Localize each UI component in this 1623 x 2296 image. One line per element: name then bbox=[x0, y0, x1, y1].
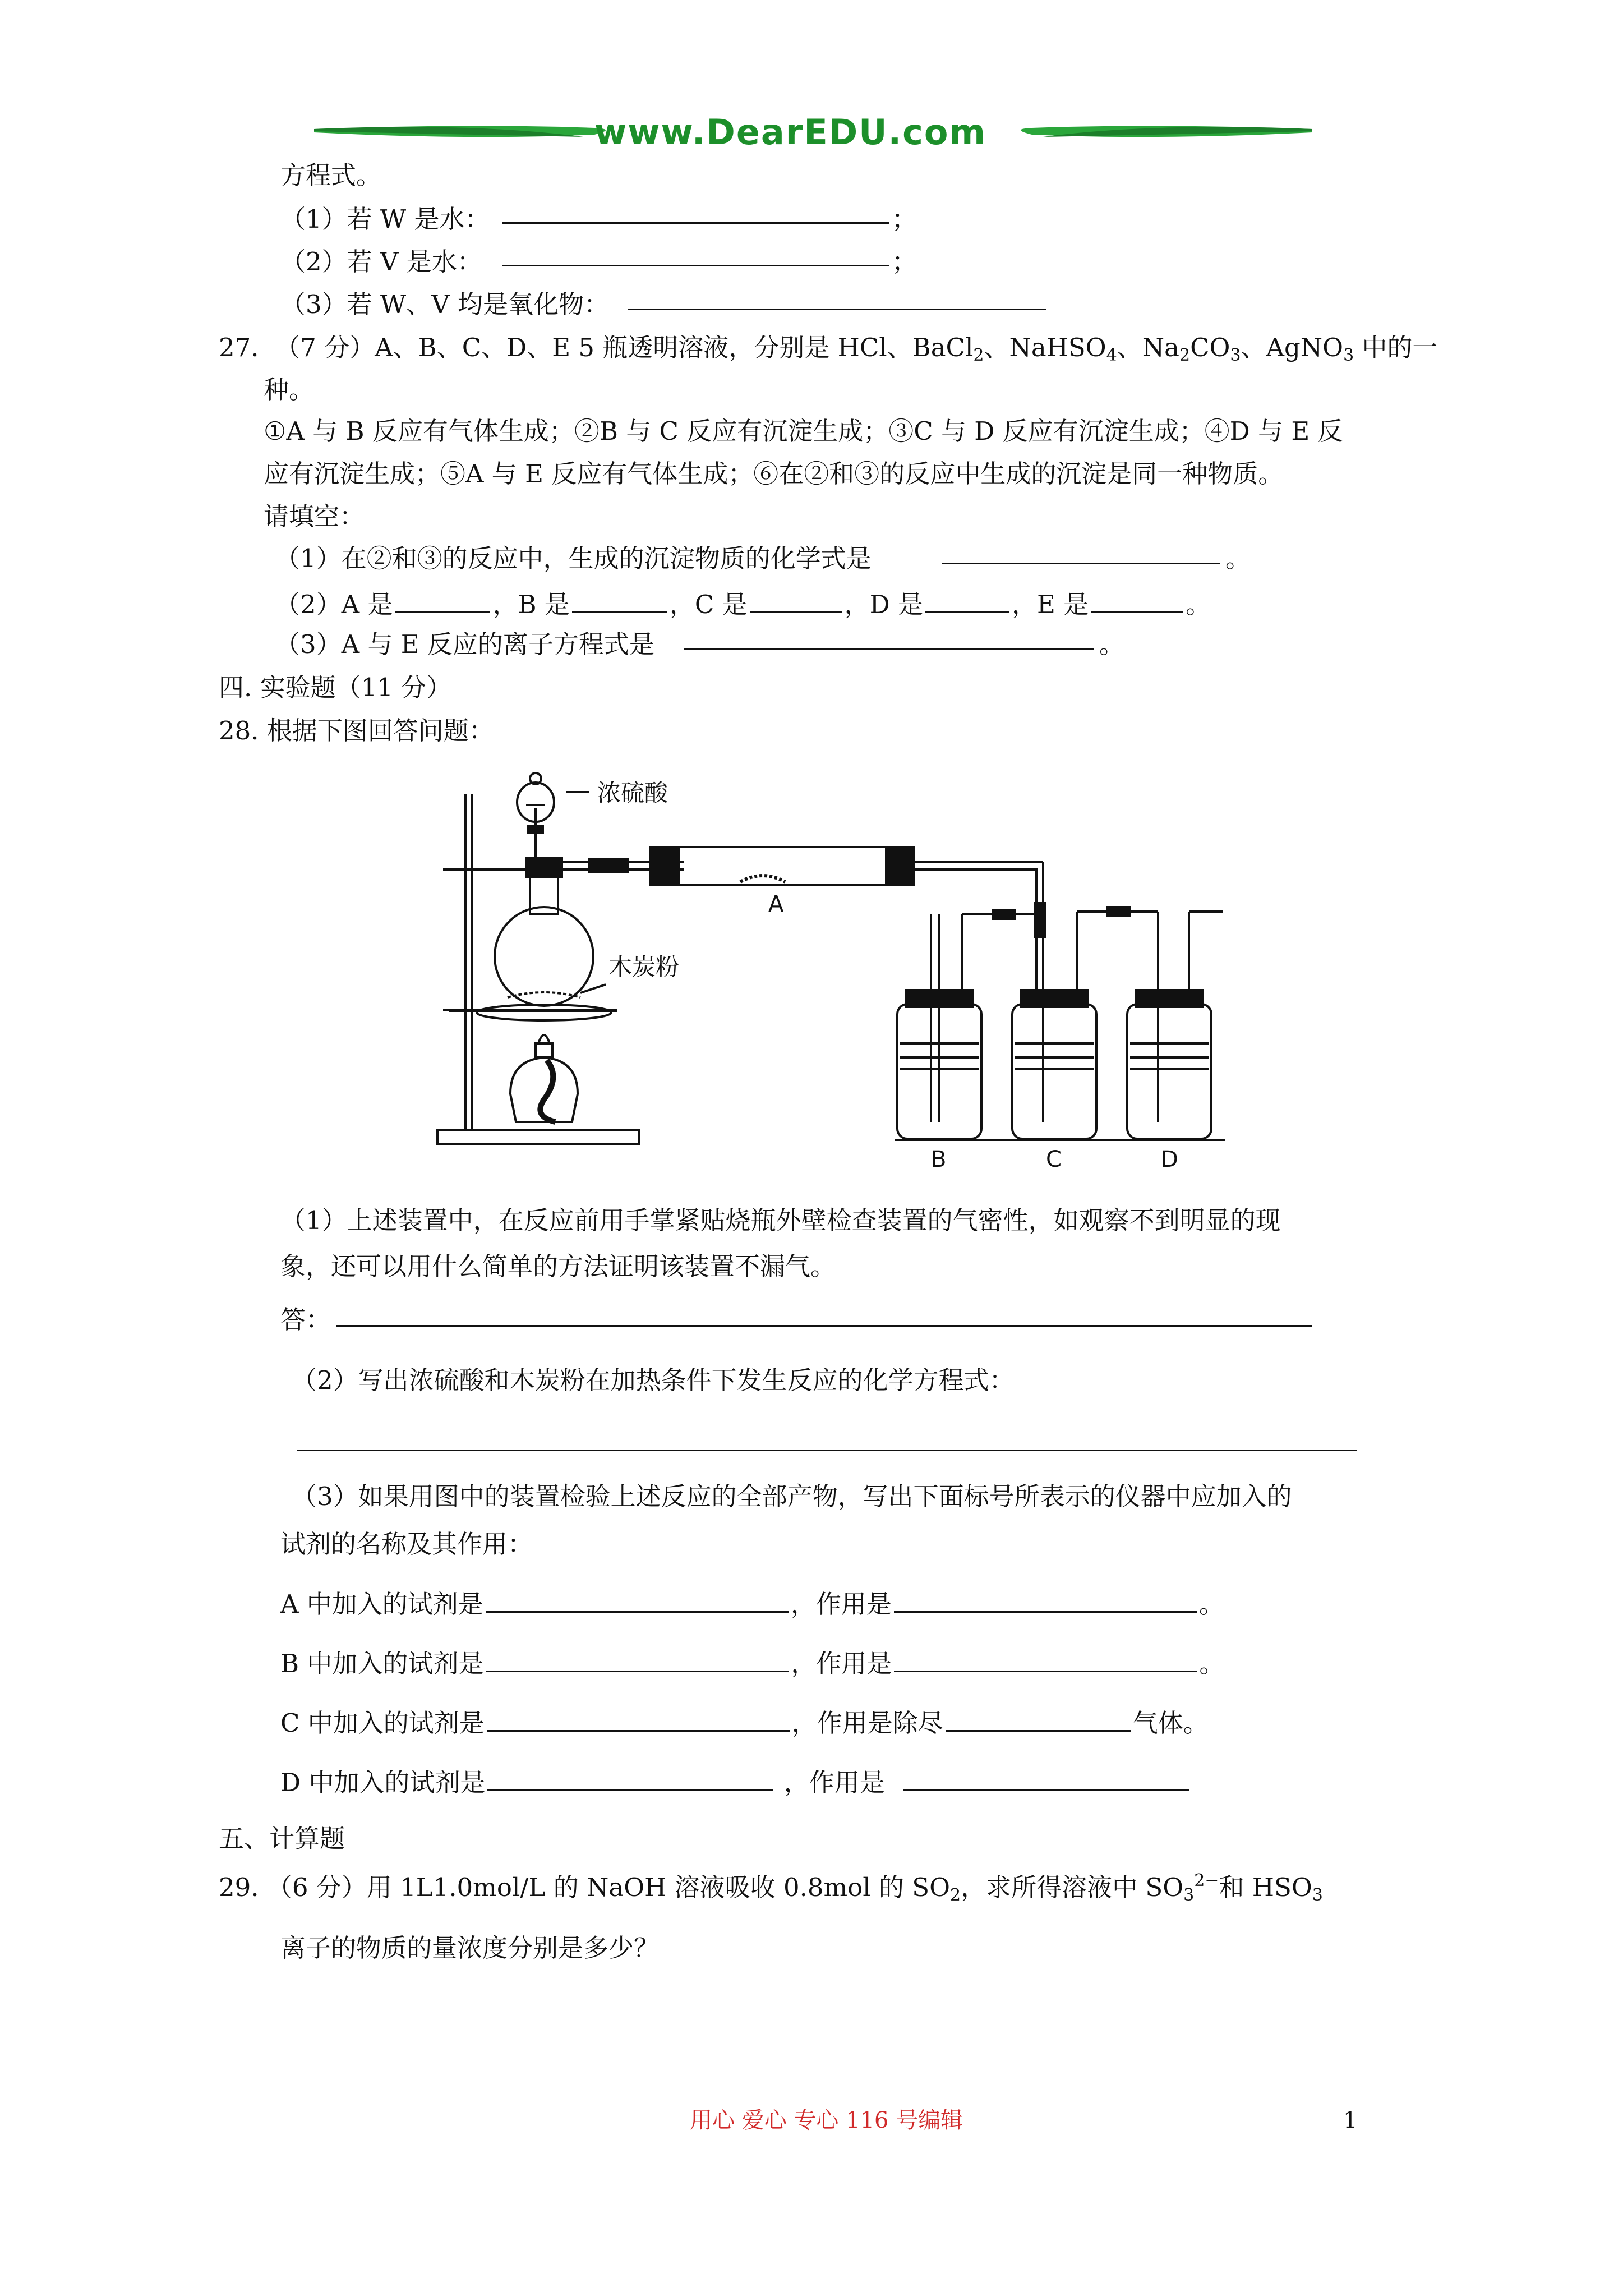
q29-line-1: 29. （6 分）用 1L1.0mol/L 的 NaOH 溶液吸收 0.8mol 的 $SO_2$，求所得溶液中 $SO_3^{2-}$和 $HSO_3$ bbox=[219, 1871, 1323, 1905]
q28-title: 28. 根据下图回答问题： bbox=[219, 716, 494, 746]
page-number: 1 bbox=[1343, 2108, 1358, 2133]
label-a: A bbox=[768, 891, 784, 917]
answer-line bbox=[628, 309, 1046, 310]
label-d: D bbox=[1161, 1147, 1178, 1172]
answer-line bbox=[502, 265, 889, 266]
q28-part-1a: （1）上述装置中，在反应前用手掌紧贴烧瓶外壁检查装置的气密性，如观察不到明显的现 bbox=[280, 1205, 1281, 1235]
q27-part-3: （3）A 与 E 反应的离子方程式是 bbox=[275, 629, 654, 659]
section-5-heading: 五、计算题 bbox=[219, 1824, 345, 1853]
q26-lead: 方程式。 bbox=[280, 160, 382, 190]
q28-row-c: C 中加入的试剂是 ，作用是除尽 气体。 bbox=[280, 1708, 1209, 1738]
bottle-d bbox=[1127, 912, 1223, 1139]
q27-part-2: （2）A 是 ，B 是 ，C 是 ，D 是 ，E 是 。 bbox=[275, 590, 1211, 619]
q28-row-d: D 中加入的试剂是 ，作用是 bbox=[280, 1767, 1191, 1795]
label-charcoal: 木炭粉 bbox=[608, 953, 680, 981]
q27-intro: 27. （7 分）A、B、C、D、E 5 瓶透明溶液，分别是 HCl、BaCl$_2$、NaHSO$_4$、$Na_2CO_3$、AgNO$_3$ 中的一 bbox=[219, 333, 1438, 365]
q28-part-3a: （3）如果用图中的装置检验上述反应的全部产物，写出下面标号所表示的仪器中应加入的 bbox=[292, 1481, 1292, 1511]
q27-line2: 种。 bbox=[264, 375, 315, 404]
label-b: B bbox=[931, 1147, 947, 1172]
punct: 。 bbox=[1225, 544, 1251, 573]
apparatus-figure bbox=[426, 763, 1408, 1178]
footer-note: 用心 爱心 专心 116 号编辑 bbox=[690, 2108, 963, 2133]
q28-row-a: A 中加入的试剂是 ，作用是 。 bbox=[280, 1589, 1224, 1619]
q27-fill: 请填空： bbox=[264, 501, 365, 531]
answer-line bbox=[942, 563, 1220, 564]
apparatus-diagram bbox=[426, 763, 1408, 1178]
q28-part-1b: 象，还可以用什么简单的方法证明该装置不漏气。 bbox=[280, 1251, 836, 1281]
site-logo-text: www.DearEDU.com bbox=[594, 112, 987, 153]
punct: ； bbox=[892, 247, 917, 277]
punct: ； bbox=[892, 204, 917, 234]
q28-row-b: B 中加入的试剂是 ，作用是 。 bbox=[280, 1649, 1225, 1678]
section-4-heading: 四. 实验题（11 分） bbox=[219, 673, 452, 702]
q26-item-2: （2）若 V 是水： bbox=[280, 247, 482, 277]
q27-cond-2: 应有沉淀生成；⑤A 与 E 反应有气体生成；⑥在②和③的反应中生成的沉淀是同一种物质。 bbox=[264, 459, 1284, 489]
q29-line-2: 离子的物质的量浓度分别是多少？ bbox=[280, 1933, 660, 1963]
q26-item-1: （1）若 W 是水： bbox=[280, 204, 490, 234]
bottle-c bbox=[1012, 912, 1096, 1139]
q28-part-3b: 试剂的名称及其作用： bbox=[280, 1529, 533, 1559]
q27-part-1: （1）在②和③的反应中，生成的沉淀物质的化学式是 bbox=[275, 544, 872, 573]
q26-item-3: （3）若 W、V 均是氧化物： bbox=[280, 289, 609, 319]
punct: 。 bbox=[1099, 629, 1125, 659]
label-acid: 浓硫酸 bbox=[597, 779, 668, 807]
label-c: C bbox=[1046, 1147, 1062, 1172]
q27-cond-1: ①A 与 B 反应有气体生成；②B 与 C 反应有沉淀生成；③C 与 D 反应有沉淀生成；④D 与 E 反 bbox=[264, 416, 1343, 446]
answer-line bbox=[502, 222, 889, 224]
answer-line bbox=[684, 648, 1094, 650]
q28-part-2: （2）写出浓硫酸和木炭粉在加热条件下发生反应的化学方程式： bbox=[292, 1365, 1015, 1395]
bottle-b bbox=[897, 914, 981, 1139]
q28-answer-label: 答： bbox=[280, 1305, 331, 1335]
answer-line bbox=[297, 1450, 1357, 1451]
answer-line bbox=[336, 1325, 1312, 1327]
